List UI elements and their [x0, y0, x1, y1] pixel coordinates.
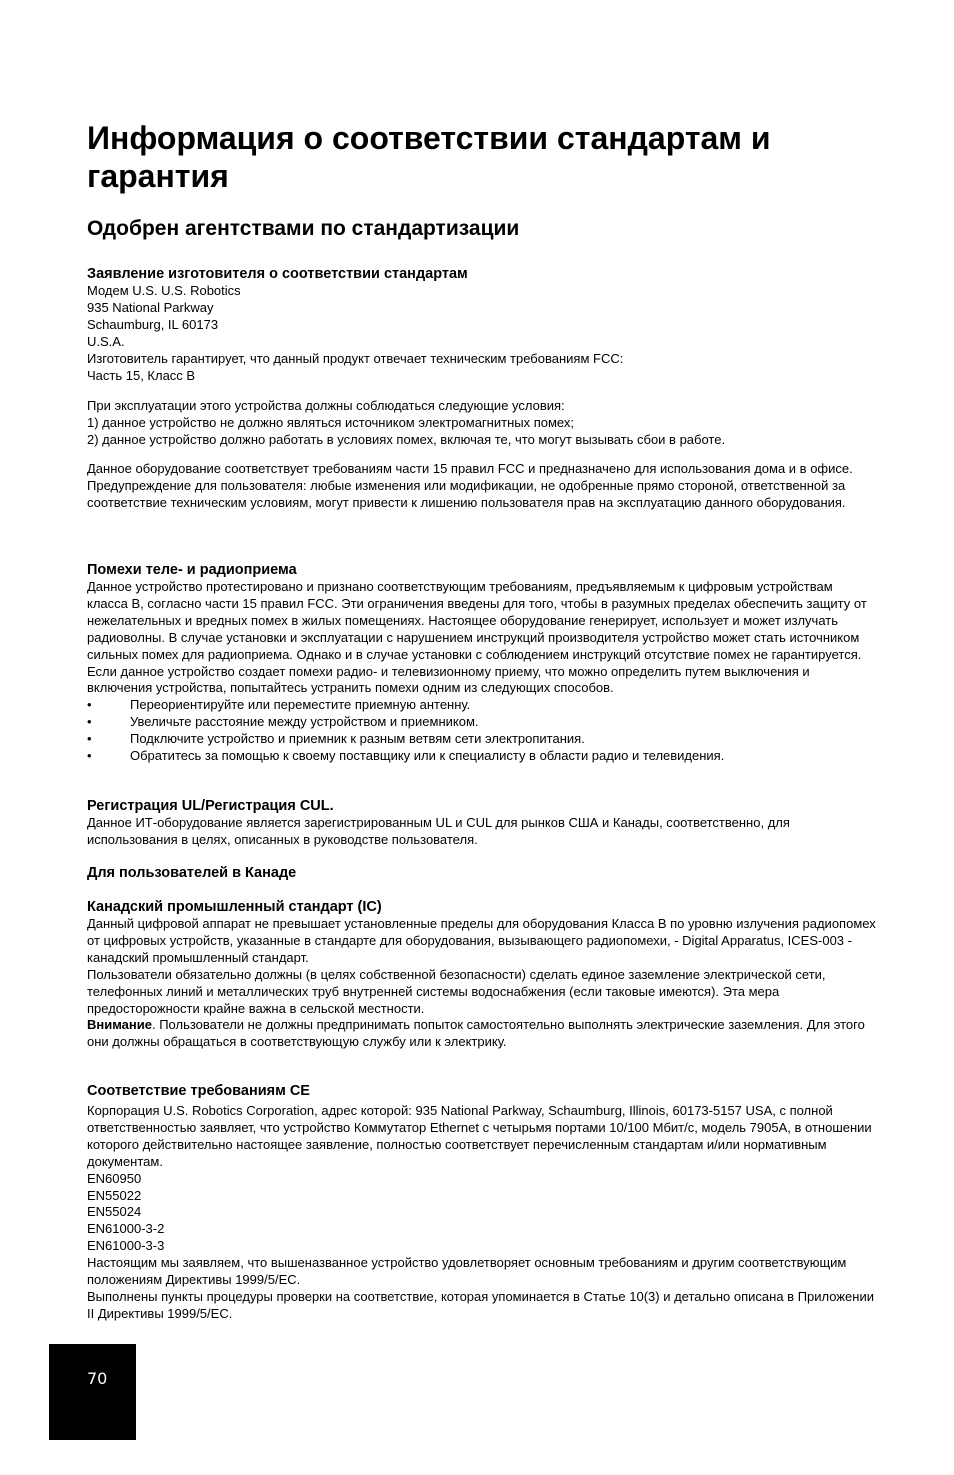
list-item: • Переориентируйте или переместите приемную антенну. [87, 697, 877, 714]
page-number: 70 [87, 1369, 108, 1388]
conditions-block [87, 398, 877, 449]
fcc-usage-paragraph: Данное оборудование соответствует требованиям части 15 правил FCC и предназначено для использования дома и в офисе. [87, 461, 853, 476]
interference-heading: Помехи теле- и радиоприема [87, 562, 297, 578]
warning-text: . Пользователи не должны предпринимать попыток самостоятельно выполнять электрические заземления. Для этого они должны обращаться в соответствующую службу или к электрику. [87, 1017, 865, 1050]
standard-item: EN55024 [87, 1204, 142, 1220]
page-number-box [49, 1344, 136, 1440]
ce-directive-paragraph: Настоящим мы заявляем, что вышеназванное устройство удовлетворяет основным требованиям и другим соответствующим положениям Директивы 1999/5/EC. [87, 1255, 847, 1288]
address-line: Модем U.S. U.S. Robotics [87, 283, 241, 298]
ic-standard-heading: Канадский промышленный стандарт (IC) [87, 899, 382, 915]
remedy-list [87, 697, 877, 765]
condition-item: 1) данное устройство не должно являться источником электромагнитных помех; [87, 414, 574, 430]
ic-paragraph: Данный цифровой аппарат не превышает установленные пределы для оборудования Класса B по уровню излучения радиопомех от цифровых устройств, указанные в стандарте для оборудования, вызывающего радиопомехи, - Digital Apparatus, ICES-003 - канадский промышленный стандарт. [87, 916, 876, 965]
ce-declaration-paragraph: Корпорация U.S. Robotics Corporation, адрес которой: 935 National Parkway, Schaumburg, Illinois, 60173-5157 USA, с полной ответственностью заявляет, что устройство Коммутатор Ethernet с четырьмя портами 10/100 Мбит/с, модель 7905A, в отношении которого действительно настоящее заявление, полностью соответствует перечисленным стандартам и/или нормативным документам. [87, 1103, 872, 1169]
warning-paragraph [87, 1017, 877, 1051]
standard-item: EN60950 [87, 1170, 142, 1186]
fcc-class: Часть 15, Класс B [87, 367, 196, 383]
ul-registration-heading: Регистрация UL/Регистрация CUL. [87, 798, 334, 814]
manufacturer-declaration-heading: Заявление изготовителя о соответствии стандартам [87, 266, 468, 282]
interference-paragraph: Данное устройство протестировано и признано соответствующим требованиям, предъявляемым к цифровым устройствам класса В, согласно части 15 правил FCC. Эти ограничения введены для того, чтобы в разумных пределах обеспечить защиту от нежелательных и вредных помех в жилых помещениях. Настоящее оборудование генерирует, использует и может излучать радиоволны. В случае установки и эксплуатации с нарушением инструкций производителя устройство может стать источником сильных помех для радиоприема. Однако и в случае установки с соблюдением инструкций отсутствие помех не гарантируется. Если данное устройство создает помехи радио- и телевизионному приему, что можно определить путем выключения и включения устройства, попытайтесь устранить помехи одним из следующих способов. [87, 579, 867, 696]
user-warning-paragraph: Предупреждение для пользователя: любые изменения или модификации, не одобренные прямо стороной, ответственной за соответствие техническим условиям, могут привести к лишению пользователя прав на эксплуатацию данного оборудования. [87, 477, 846, 510]
address-line: 935 National Parkway [87, 299, 214, 315]
standard-item: EN61000-3-3 [87, 1238, 165, 1254]
address-line: U.S.A. [87, 333, 125, 349]
manufacturer-declaration-section [87, 265, 877, 384]
fcc-usage-block [87, 461, 877, 512]
page-title: Информация о соответствии стандартам и гарантия [87, 120, 771, 194]
section-subtitle: Одобрен агентствами по стандартизации [87, 217, 520, 240]
ce-procedure-paragraph: Выполнены пункты процедуры проверки на соответствие, которая упоминается в Статье 10(3) и детально описана в Приложении II Директивы 1999/5/EC. [87, 1288, 874, 1321]
standard-item: EN61000-3-2 [87, 1221, 165, 1237]
address-line: Schaumburg, IL 60173 [87, 316, 219, 332]
conditions-intro: При эксплуатации этого устройства должны соблюдаться следующие условия: [87, 398, 565, 413]
ce-compliance-heading: Соответствие требованиям CE [87, 1083, 310, 1099]
warning-label: Внимание [87, 1017, 152, 1033]
ul-registration-paragraph: Данное ИТ-оборудование является зарегистрированным UL и CUL для рынков США и Канады, соответственно, для использования в целях, описанных в руководстве пользователя. [87, 815, 790, 847]
ic-standard-section [87, 898, 877, 1051]
list-item: • Подключите устройство и приемник к разным ветвям сети электропитания. [87, 731, 877, 748]
fcc-statement: Изготовитель гарантирует, что данный продукт отвечает техническим требованиям FCC: [87, 350, 624, 366]
standard-item: EN55022 [87, 1187, 142, 1203]
grounding-paragraph: Пользователи обязательно должны (в целях собственной безопасности) сделать единое заземление электрической сети, телефонных линий и металлических труб внутренней системы водоснабжения (если таковые имеются). Эта мера предосторожности крайне важна в сельской местности. [87, 966, 826, 1016]
condition-item: 2) данное устройство должно работать в условиях помех, включая те, что могут вызывать сбои в работе. [87, 431, 726, 447]
canada-users-heading: Для пользователей в Канаде [87, 865, 297, 881]
canada-users-section [87, 864, 877, 882]
ce-compliance-section [87, 1082, 877, 1323]
ul-registration-section [87, 797, 877, 849]
list-item: • Обратитесь за помощью к своему поставщику или к специалисту в области радио и телевидения. [87, 748, 877, 765]
list-item: • Увеличьте расстояние между устройством и приемником. [87, 714, 877, 731]
interference-section [87, 561, 877, 765]
